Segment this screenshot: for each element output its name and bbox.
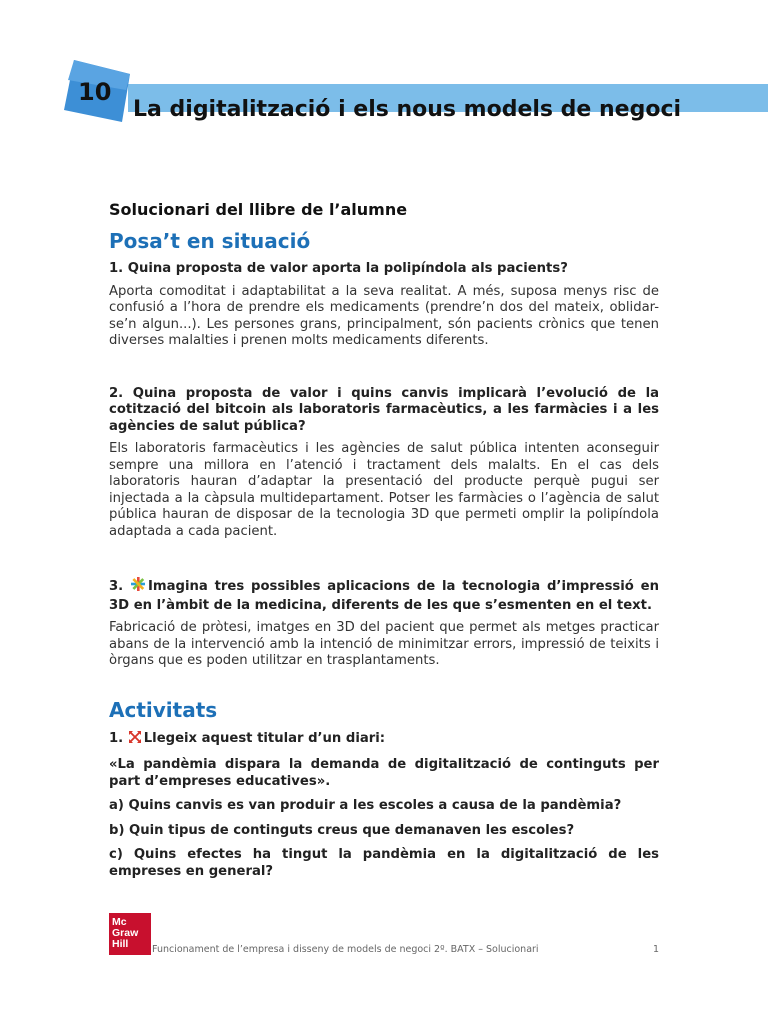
logo-line-3: Hill bbox=[112, 938, 129, 950]
question-1: 1. Quina proposta de valor aporta la polipíndola als pacients? bbox=[109, 261, 568, 276]
answer-2: Els laboratoris farmacèutics i les agències de salut pública intenten aconseguir sempre una millora en l’atenció i tractament dels malalts. En el cas dels laboratoris hauran d’adaptar la presentació del producte perquè pugui ser injectada a la càpsula multidepartament. Potser les farmàcies o l’agència de salut pública hauran de disposar de la tecnologia 3D que permeti omplir la polipíndola adaptada a cada pacient. bbox=[109, 441, 659, 539]
question-3-text: Imagina tres possibles aplicacions de la tecnologia d’impressió en 3D en l’àmbit de la medicina, diferents de les que s’esmenten en el text. bbox=[109, 579, 660, 613]
section-heading-activities: Activitats bbox=[109, 697, 218, 722]
activity-1-number: 1. bbox=[109, 730, 124, 746]
answer-1: Aporta comoditat i adaptabilitat a la seva realitat. A més, suposa menys risc de confusió a l’hora de prendre els medicaments (prendre’n dos del mateix, oblidar-se’n algun...). Les persones grans, principalment, són pacients crònics que tenen diverses malalties i prenen molts medicaments diferents. bbox=[109, 283, 659, 348]
asterisk-star-icon bbox=[130, 576, 146, 598]
logo-line-1: Mc bbox=[112, 916, 127, 928]
main-content bbox=[109, 200, 659, 888]
section-heading-situation: Posa’t en situació bbox=[109, 229, 311, 253]
cross-arrows-icon bbox=[128, 730, 142, 750]
chapter-number: 10 bbox=[78, 78, 112, 106]
activity-1b: b) Quin tipus de continguts creus que demanaven les escoles? bbox=[109, 822, 575, 838]
answer-3: Fabricació de pròtesi, imatges en 3D del pacient que permet als metges practicar abans de la intervenció amb la intenció de minimitzar errors, impressió de teixits i òrgans que es poden utilitzar en trasplantaments. bbox=[109, 620, 659, 668]
question-2: 2. Quina proposta de valor i quins canvis implicarà l’evolució de la cotització del bitcoin als laboratoris farmacèutics, a les farmàcies i a les agències de salut pública? bbox=[109, 385, 659, 434]
page-number: 1 bbox=[652, 944, 659, 955]
activity-1c: c) Quins efectes ha tingut la pandèmia en la digitalització de les empreses en general? bbox=[109, 847, 659, 879]
activity-1-text: Llegeix aquest titular d’un diari: bbox=[143, 730, 386, 746]
mcgraw-hill-logo bbox=[109, 913, 151, 955]
page-footer bbox=[109, 913, 659, 955]
logo-line-2: Graw bbox=[112, 927, 139, 939]
question-3-number: 3. bbox=[109, 579, 124, 594]
activity-1a: a) Quins canvis es van produir a les escoles a causa de la pandèmia? bbox=[109, 798, 622, 813]
headline-quote: «La pandèmia dispara la demanda de digitalització de continguts per part d’empreses educatives». bbox=[109, 757, 659, 789]
question-3 bbox=[109, 576, 659, 614]
footer-text: Funcionament de l’empresa i disseny de models de negoci 2º. BATX – Solucionari bbox=[152, 944, 539, 955]
page-subtitle: Solucionari del llibre de l’alumne bbox=[109, 200, 408, 219]
chapter-badge bbox=[64, 60, 130, 122]
activity-1 bbox=[109, 730, 659, 750]
chapter-title: La digitalització i els nous models de negoci bbox=[133, 97, 682, 122]
